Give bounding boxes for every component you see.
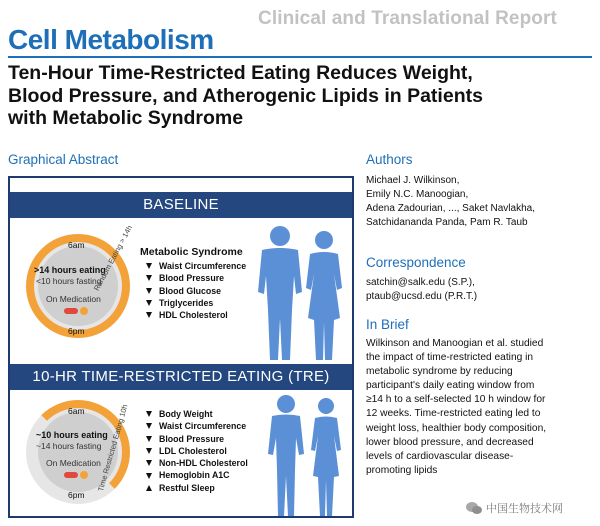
list-item: Non-HDL Cholesterol	[146, 457, 248, 469]
journal-name: Cell Metabolism	[8, 24, 214, 55]
down-arrow-icon	[146, 460, 152, 466]
clock-6pm: 6pm	[68, 326, 85, 336]
capsule-icon	[80, 471, 88, 479]
medication-label: On Medication	[46, 294, 101, 304]
list-item: HDL Cholesterol	[146, 309, 246, 321]
graphical-abstract	[8, 176, 354, 518]
clock-6pm: 6pm	[68, 490, 85, 500]
eating-window: ~10 hours eating	[36, 430, 108, 440]
pill-icon	[64, 472, 78, 478]
wechat-icon	[466, 501, 482, 515]
in-brief-text: Wilkinson and Manoogian et al. studied the impact of time-restricted eating in metabolic syndrome by reducing participant's daily eating window from ≥14 h to a self-selected 10 h window for 12 weeks. Time-restricted eating led to weight loss, healthier body composition, lower blood pressure, and decreased levels of cardiovascular disease- promoting lipids	[366, 338, 547, 476]
down-arrow-icon	[146, 288, 152, 294]
baseline-list	[146, 260, 246, 321]
arc-label: Time Restricted Eating 10h	[96, 403, 130, 493]
list-item: Hemoglobin A1C	[146, 469, 248, 481]
baseline-banner: BASELINE	[10, 192, 352, 218]
watermark-text: 中国生物技术网	[486, 503, 563, 515]
correspondence-list	[366, 276, 477, 304]
list-item: Blood Pressure	[146, 272, 246, 284]
title-line: Ten-Hour Time-Restricted Eating Reduces Weight,	[8, 62, 473, 84]
list-item: Triglycerides	[146, 297, 246, 309]
capsule-icon	[80, 307, 88, 315]
paper-title	[8, 62, 592, 130]
email-link[interactable]: ptaub@ucsd.edu (P.R.T.)	[366, 291, 478, 302]
list-title: Metabolic Syndrome	[140, 246, 243, 258]
graphical-abstract-heading: Graphical Abstract	[8, 152, 119, 167]
tre-banner: 10-HR TIME-RESTRICTED EATING (TRE)	[10, 364, 352, 390]
list-item: Blood Glucose	[146, 285, 246, 297]
arc-label: Random Eating > 14h	[92, 223, 135, 293]
baseline-panel	[10, 218, 352, 366]
list-item: Blood Pressure	[146, 433, 248, 445]
down-arrow-icon	[146, 275, 152, 281]
fasting-window: ~14 hours fasting	[36, 441, 102, 451]
down-arrow-icon	[146, 448, 152, 454]
up-arrow-icon	[146, 485, 152, 491]
pill-icon	[64, 308, 78, 314]
in-brief-heading: In Brief	[366, 317, 409, 332]
list-item: Body Weight	[146, 408, 248, 420]
email-link[interactable]: satchin@salk.edu (S.P.),	[366, 277, 475, 288]
fasting-window: <10 hours fasting	[36, 276, 102, 286]
report-type: Clinical and Translational Report	[258, 8, 557, 29]
clock-6am: 6am	[68, 240, 85, 250]
down-arrow-icon	[146, 263, 152, 269]
title-line: with Metabolic Syndrome	[8, 107, 244, 129]
down-arrow-icon	[146, 312, 152, 318]
tre-panel	[10, 390, 352, 518]
title-line: Blood Pressure, and Atherogenic Lipids in Patients	[8, 84, 483, 107]
down-arrow-icon	[146, 423, 152, 429]
list-item: Restful Sleep	[146, 482, 248, 494]
body-figures-slim	[262, 392, 350, 518]
authors-heading: Authors	[366, 152, 413, 167]
body-figures-large	[254, 222, 350, 364]
medication-label: On Medication	[46, 458, 101, 468]
list-item: Waist Circumference	[146, 420, 248, 432]
clock-6am: 6am	[68, 406, 85, 416]
down-arrow-icon	[146, 300, 152, 306]
list-item: LDL Cholesterol	[146, 445, 248, 457]
down-arrow-icon	[146, 411, 152, 417]
list-item: Waist Circumference	[146, 260, 246, 272]
header-rule	[8, 56, 592, 58]
correspondence-heading: Correspondence	[366, 255, 466, 270]
eating-window: >14 hours eating	[34, 265, 106, 275]
down-arrow-icon	[146, 436, 152, 442]
tre-list	[146, 408, 248, 494]
authors-list: Michael J. Wilkinson, Emily N.C. Manoogian, Adena Zadourian, ..., Saket Navlakha, Satchidananda Panda, Pam R. Taub	[366, 175, 535, 228]
watermark	[466, 500, 563, 516]
down-arrow-icon	[146, 473, 152, 479]
